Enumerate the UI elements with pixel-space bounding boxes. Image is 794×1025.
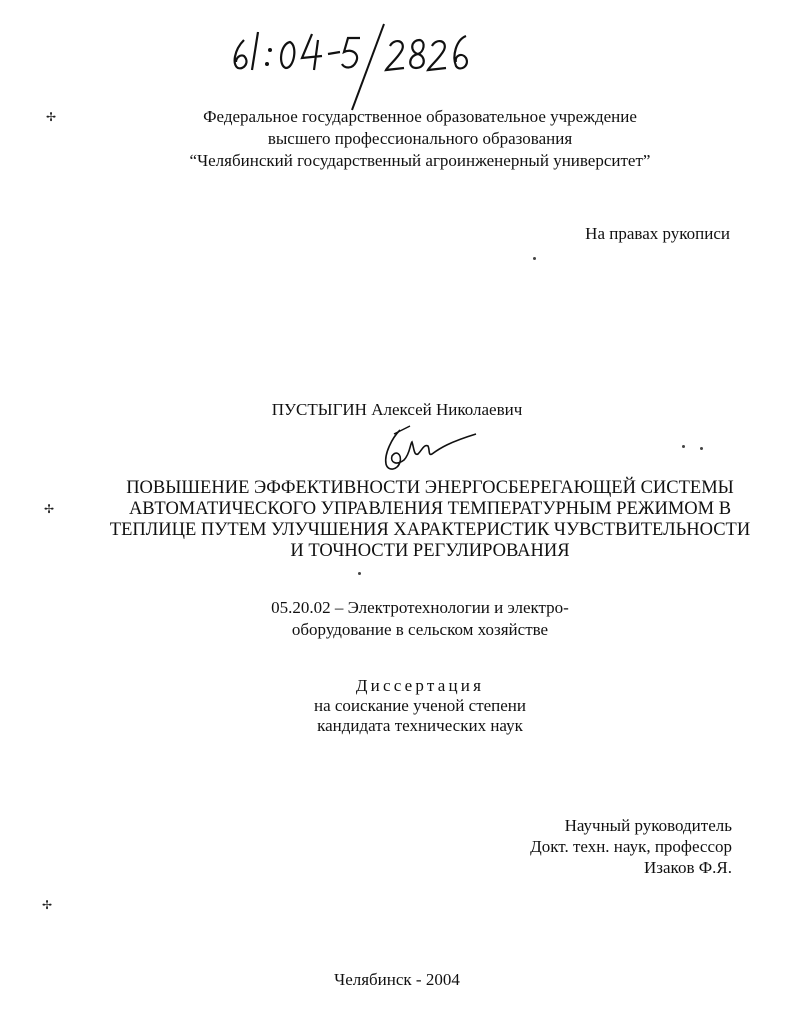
degree-line-1: на соискание ученой степени [313,696,527,715]
institution-line-2: высшего профессионального образования [267,129,573,148]
city-year: Челябинск - 2004 [334,970,460,989]
degree-heading: Диссертация [355,676,485,695]
specialty-line-2: оборудование в сельском хозяйстве [291,620,549,639]
author-signature [370,420,485,480]
thesis-title [80,478,780,562]
title-line-1: ПОВЫШЕНИЕ ЭФФЕКТИВНОСТИ ЭНЕРГОСБЕРЕГАЮЩЕЙ СИСТЕМЫ [126,478,734,498]
author-name: ПУСТЫГИН Алексей Николаевич [271,400,523,419]
title-line-4: И ТОЧНОСТИ РЕГУЛИРОВАНИЯ [290,541,570,561]
margin-mark-bottom: ✢ [42,898,53,912]
manuscript-rights-label: На правах рукописи [585,224,730,243]
degree-line-2: кандидата технических наук [317,716,523,735]
signature-image [370,420,485,480]
speck [358,572,361,575]
supervisor-role: Научный руководитель [564,816,732,835]
handwritten-code-image [224,10,474,120]
institution-line-3: “Челябинский государственный агроинженерный университет” [189,151,651,170]
specialty-block [120,597,720,641]
title-line-2: АВТОМАТИЧЕСКОГО УПРАВЛЕНИЯ ТЕМПЕРАТУРНЫМ РЕЖИМОМ В [128,499,732,519]
supervisor-name: Изаков Ф.Я. [644,858,732,877]
institution-block [120,106,720,172]
margin-mark-top: ✢ [46,110,57,124]
specialty-line-1: 05.20.02 – Электротехнологии и электро- [271,598,569,617]
supervisor-block [530,815,732,878]
speck [700,447,703,450]
institution-line-1: Федеральное государственное образовательное учреждение [203,107,637,126]
margin-mark-middle: ✢ [44,502,55,516]
handwritten-archive-code [224,10,474,120]
speck [682,445,685,448]
title-line-3: ТЕПЛИЦЕ ПУТЕМ УЛУЧШЕНИЯ ХАРАКТЕРИСТИК ЧУВСТВИТЕЛЬНОСТИ [109,520,751,540]
speck [533,257,536,260]
degree-block [120,676,720,736]
supervisor-credentials: Докт. техн. наук, профессор [530,837,732,856]
